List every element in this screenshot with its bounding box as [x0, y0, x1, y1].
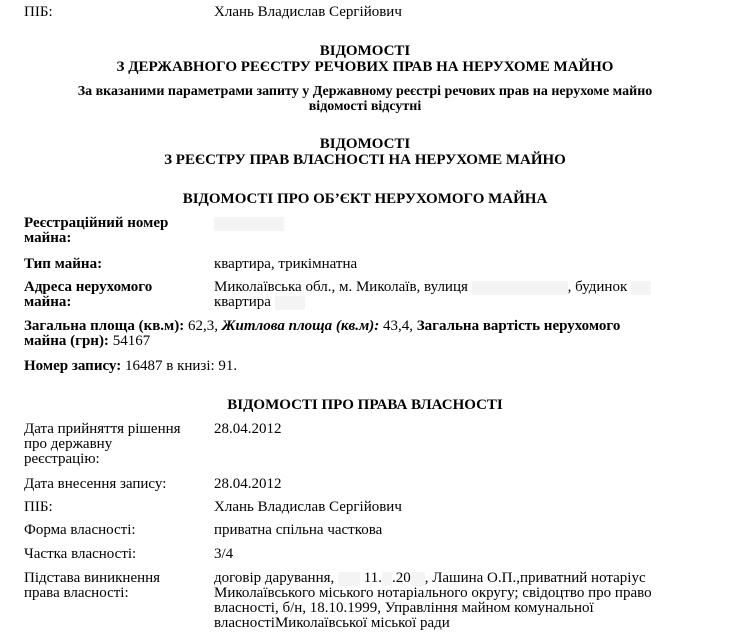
object-section-title: ВІДОМОСТІ ПРО ОБ’ЄКТ НЕРУХОМОГО МАЙНА: [182, 191, 548, 207]
basis-text-c: .20: [391, 570, 411, 586]
entry-date-value: 28.04.2012: [214, 476, 282, 492]
redacted-apartment: [275, 296, 305, 310]
living-label: Житлова площа (кв.м):: [221, 318, 380, 334]
entry-date-label: Дата внесення запису:: [24, 476, 167, 492]
living-value: 43,4,: [382, 318, 413, 334]
pib-label: ПІБ:: [24, 4, 53, 20]
ownership-share-label: Частка власності:: [24, 546, 137, 562]
owner-pib-value: Хлань Владислав Сергійович: [214, 499, 402, 515]
address-value-line-2: [214, 294, 305, 311]
record-value: 16487: [124, 358, 163, 374]
redacted-year: [411, 572, 425, 586]
ownership-form-value: приватна спільна часткова: [214, 522, 383, 538]
section1-title: ВІДОМОСТІ: [319, 43, 411, 59]
decision-date-label-3: реєстрацію:: [24, 451, 100, 467]
reg-number-label: Реєстраційний номер: [24, 215, 169, 231]
record-line: [24, 358, 237, 375]
reg-number-value: [214, 215, 284, 232]
basis-line-3: власності, б/н, 18.10.1999, Управління майном комунальної: [214, 600, 594, 616]
type-label: Тип майна:: [24, 256, 103, 272]
redacted-street: [472, 281, 568, 295]
section2-subtitle: З РЕЄСТРУ ПРАВ ВЛАСНОСТІ НА НЕРУХОМЕ МАЙНО: [164, 152, 566, 168]
redacted-month: [382, 572, 392, 586]
address-label-2: майна:: [24, 294, 72, 310]
address-apartment: квартира: [214, 294, 271, 310]
section1-subtitle: З ДЕРЖАВНОГО РЕЄСТРУ РЕЧОВИХ ПРАВ НА НЕРУХОМЕ МАЙНО: [116, 59, 614, 75]
cost-value: 54167: [112, 333, 151, 349]
basis-text-d: , Лашина О.П.,приватний нотаріус: [424, 570, 646, 586]
cost-label: Загальна вартість нерухомого: [416, 318, 621, 334]
redacted-doc-number: [338, 572, 360, 586]
basis-text-b: 11.: [363, 570, 382, 586]
basis-label: Підстава виникнення: [24, 570, 161, 586]
rights-section-title: ВІДОМОСТІ ПРО ПРАВА ВЛАСНОСТІ: [227, 397, 503, 413]
basis-line-4: власностіМиколаївської міської ради: [214, 615, 450, 631]
section2-title: ВІДОМОСТІ: [319, 136, 411, 152]
section1-note: За вказаними параметрами запиту у Державному реєстрі речових прав на нерухоме майно: [77, 84, 653, 99]
record-label: Номер запису:: [24, 358, 122, 374]
redacted-building: [631, 281, 651, 295]
pib-value: Хлань Владислав Сергійович: [214, 4, 402, 20]
decision-date-label-2: про державну: [24, 436, 113, 452]
book-text: в книзі:: [166, 358, 215, 374]
section1-note-2: відомості відсутні: [308, 99, 422, 114]
reg-number-label-2: майна:: [24, 230, 72, 246]
cost-label-2: майна (грн):: [24, 333, 109, 349]
basis-label-2: права власності:: [24, 585, 129, 601]
owner-pib-label: ПІБ:: [24, 499, 53, 515]
area-value: 62,3,: [188, 318, 219, 334]
decision-date-value: 28.04.2012: [214, 421, 282, 437]
area-label: Загальна площа (кв.м):: [24, 318, 185, 334]
cost-line: [24, 333, 150, 350]
basis-line-2: Миколаївського міського нотаріального округу; свідоцтво про право: [214, 585, 652, 601]
ownership-share-value: 3/4: [214, 546, 234, 562]
decision-date-label: Дата прийняття рішення: [24, 421, 181, 437]
address-part-1: Миколаївська обл., м. Миколаїв, вулиця: [214, 279, 468, 295]
basis-text-a: договір дарування,: [214, 570, 335, 586]
book-value: 91.: [218, 358, 238, 374]
address-part-2: , будинок: [567, 279, 628, 295]
ownership-form-label: Форма власності:: [24, 522, 136, 538]
type-value: квартира, трикімнатна: [214, 256, 358, 272]
address-label: Адреса нерухомого: [24, 279, 153, 295]
